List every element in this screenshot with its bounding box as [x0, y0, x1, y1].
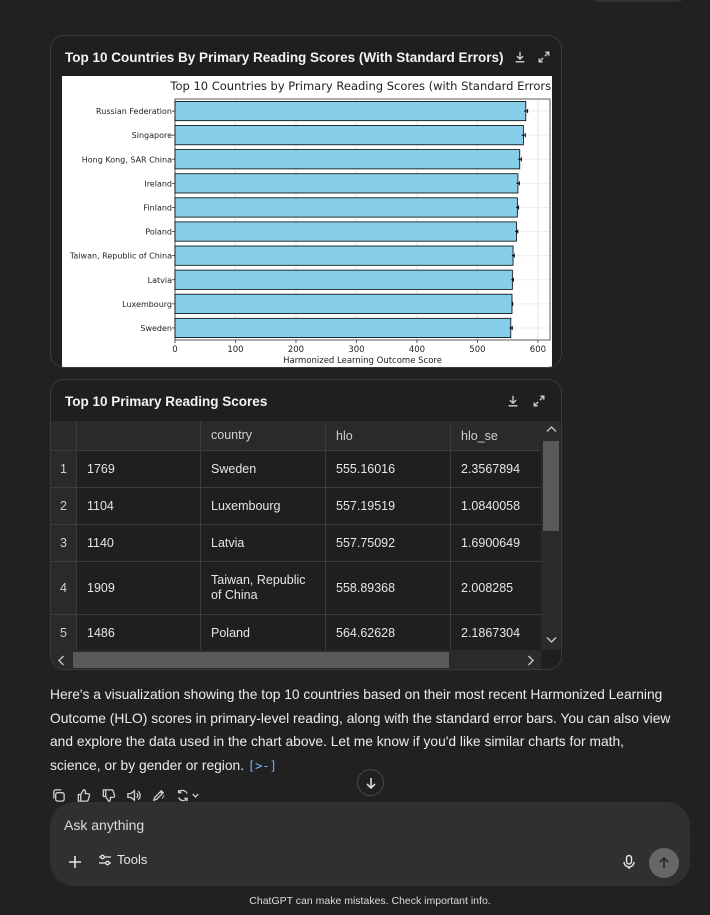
send-button[interactable]: [649, 848, 679, 878]
table-row[interactable]: [51, 451, 541, 488]
thumbs-up-icon[interactable]: [75, 787, 91, 803]
row-index: 2: [51, 488, 77, 524]
x-tick-label: 200: [287, 345, 305, 355]
assistant-message-text: Here's a visualization showing the top 10 countries based on their most recent Harmonized Learning Outcome (HLO) scores in primary-level reading, along with the standard error bars. You can also view and explore the data used in the chart above. Let me know if you'd like similar charts for math, science, or by gender or region.: [50, 687, 671, 773]
header-cell-hlo-se[interactable]: hlo_se: [461, 428, 498, 443]
previous-user-message-edge: [592, 0, 684, 2]
y-tick-label: Ireland: [144, 179, 172, 189]
microphone-icon[interactable]: [621, 854, 637, 870]
row-index: 5: [51, 615, 77, 651]
cell-country: Poland: [201, 615, 326, 651]
table-card-title: Top 10 Primary Reading Scores: [65, 393, 268, 409]
table-row[interactable]: [51, 488, 541, 525]
horizontal-scrollbar-thumb[interactable]: [73, 652, 449, 668]
bar: [175, 198, 517, 217]
y-tick-label: Sweden: [140, 323, 172, 333]
table-row[interactable]: [51, 525, 541, 562]
vertical-scrollbar[interactable]: [541, 421, 561, 650]
table-card-header: [51, 380, 561, 422]
regenerate-icon[interactable]: [175, 787, 201, 803]
cell-id: 1769: [77, 451, 201, 487]
scroll-right-icon[interactable]: [527, 655, 535, 669]
bar: [175, 222, 517, 241]
chart-card-title: Top 10 Countries By Primary Reading Scores (With Standard Errors): [65, 49, 504, 65]
message-actions: [50, 787, 201, 803]
bar: [175, 101, 526, 120]
y-tick-label: Latvia: [147, 275, 172, 285]
y-tick-label: Finland: [143, 203, 172, 213]
cell-hlo-se: 2.1867304: [461, 626, 521, 640]
cell-id: 1140: [77, 525, 201, 561]
cell-hlo-se: 1.0840058: [461, 499, 521, 513]
tools-label: Tools: [117, 852, 148, 867]
cell-hlo: 555.16016: [326, 451, 451, 487]
x-axis-label: Harmonized Learning Outcome Score: [283, 356, 442, 366]
thumbs-down-icon[interactable]: [100, 787, 116, 803]
bar: [175, 294, 512, 313]
sliders-icon: [98, 853, 112, 867]
scroll-up-icon[interactable]: [546, 424, 557, 436]
bar: [175, 126, 523, 145]
scroll-to-bottom-button[interactable]: [357, 769, 384, 796]
scroll-down-small-icon[interactable]: [546, 635, 557, 647]
assistant-message: [50, 683, 675, 778]
bar-chart: [62, 76, 552, 368]
cell-id: 1486: [77, 615, 201, 651]
vertical-scrollbar-thumb[interactable]: [543, 441, 559, 531]
cell-hlo-se: 1.6900649: [461, 536, 521, 550]
y-tick-label: Luxembourg: [122, 299, 172, 309]
header-cell-index: [51, 421, 77, 450]
x-tick-label: 500: [469, 345, 486, 355]
table-row[interactable]: [51, 562, 541, 615]
header-cell-hlo[interactable]: hlo: [326, 421, 451, 450]
cell-hlo: 564.62628: [326, 615, 451, 651]
x-tick-label: 0: [172, 345, 178, 355]
bar: [175, 150, 520, 169]
scroll-left-icon[interactable]: [57, 655, 65, 669]
chart-card: [50, 35, 562, 368]
plus-icon[interactable]: [66, 853, 84, 871]
row-index: 1: [51, 451, 77, 487]
expand-icon[interactable]: [531, 393, 547, 409]
data-table: [51, 421, 541, 651]
x-tick-label: 100: [227, 345, 244, 355]
bar: [175, 318, 511, 337]
table-card: [50, 379, 562, 670]
cell-country: Luxembourg: [201, 488, 326, 524]
y-tick-label: Hong Kong, SAR China: [81, 155, 172, 165]
read-aloud-icon[interactable]: [125, 787, 141, 803]
x-tick-label: 600: [529, 345, 547, 355]
y-tick-label: Russian Federation: [96, 107, 172, 117]
disclaimer-footer: ChatGPT can make mistakes. Check important info.: [249, 895, 491, 907]
arrow-up-icon: [657, 856, 671, 870]
cell-country: Taiwan, Republic of China: [201, 562, 326, 614]
x-tick-label: 300: [348, 345, 365, 355]
table-row[interactable]: [51, 615, 541, 651]
cell-country: Latvia: [201, 525, 326, 561]
expand-icon[interactable]: [537, 49, 551, 65]
chart-svg: [62, 76, 552, 368]
cell-hlo-se: 2.008285: [461, 581, 514, 595]
cell-country: Sweden: [201, 451, 326, 487]
code-citation-link[interactable]: [>-]: [247, 758, 277, 773]
row-index: 4: [51, 562, 77, 614]
table-header-row: [51, 421, 541, 451]
cell-id: 1104: [77, 488, 201, 524]
horizontal-scrollbar[interactable]: [51, 650, 541, 670]
cell-id: 1909: [77, 562, 201, 614]
prompt-input[interactable]: [64, 814, 584, 836]
cell-hlo: 557.75092: [326, 525, 451, 561]
y-tick-label: Singapore: [131, 131, 172, 141]
header-cell-country[interactable]: country: [201, 421, 326, 450]
cell-hlo-se: 2.3567894: [461, 462, 521, 476]
cell-hlo: 557.19519: [326, 488, 451, 524]
bar: [175, 246, 513, 265]
tools-button[interactable]: [98, 852, 147, 867]
header-cell-id: [77, 421, 201, 450]
download-icon[interactable]: [513, 49, 527, 65]
composer: [50, 802, 690, 886]
chart-card-header: [51, 36, 561, 78]
x-tick-label: 400: [408, 345, 426, 355]
edit-canvas-icon[interactable]: [150, 787, 166, 803]
y-tick-label: Poland: [145, 227, 172, 237]
chart-title: Top 10 Countries by Primary Reading Scores (with Standard Errors): [170, 79, 552, 93]
copy-icon[interactable]: [50, 787, 66, 803]
download-icon[interactable]: [505, 393, 521, 409]
bar: [175, 174, 518, 193]
cell-hlo: 558.89368: [326, 562, 451, 614]
arrow-down-icon: [364, 776, 378, 790]
y-tick-label: Taiwan, Republic of China: [69, 251, 172, 261]
row-index: 3: [51, 525, 77, 561]
bar: [175, 270, 512, 289]
